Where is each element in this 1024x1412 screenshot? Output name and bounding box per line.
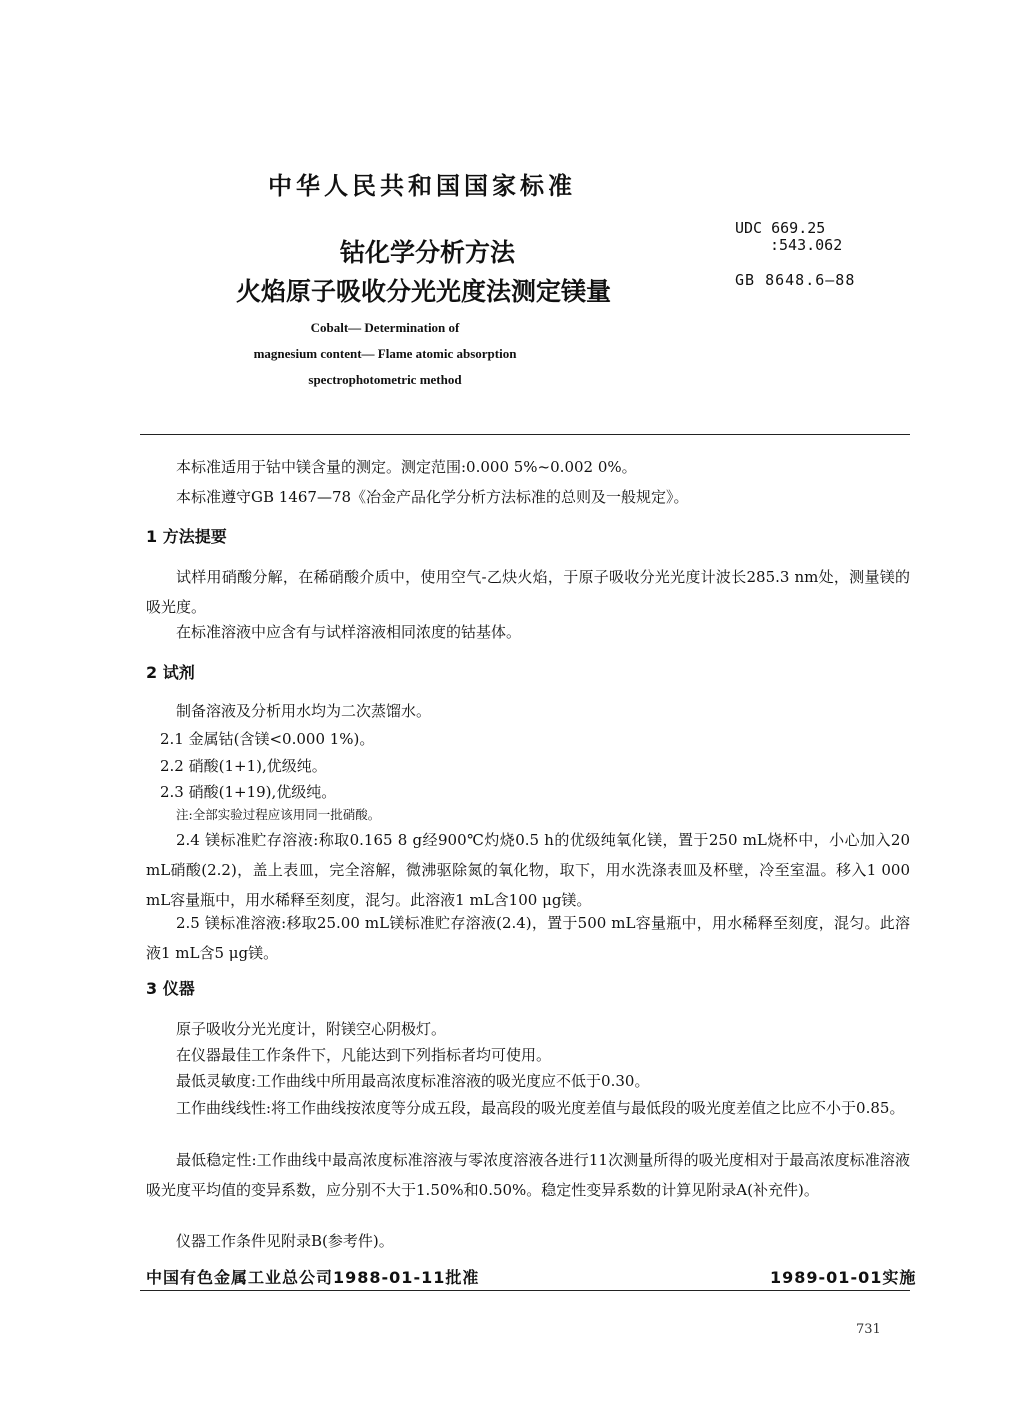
english-title-line2: magnesium content— Flame atomic absorption: [253, 346, 517, 361]
intro-scope: 本标准适用于钴中镁含量的测定。测定范围:0.000 5%~0.002 0%。: [176, 458, 637, 476]
english-title-line3: spectrophotometric method: [308, 372, 462, 387]
instrument-aas: 原子吸收分光光度计，附镁空心阴极灯。: [176, 1020, 447, 1038]
reagent-item-2-5: 2.5 镁标准溶液:移取25.00 mL镁标准贮存溶液(2.4)，置于500 mL容量瓶中，用水稀释至刻度，混匀。此溶液1 mL含5 μg镁。: [146, 914, 910, 962]
gb-number: GB 8648.6—88: [735, 271, 856, 289]
reagent-item-2-2: 2.2 硝酸(1+1),优级纯。: [160, 757, 327, 775]
instrument-stability: 最低稳定性:工作曲线中最高浓度标准溶液与零浓度溶液各进行11次测量所得的吸光度相对于最高浓度标准溶液吸光度平均值的变异系数，应分别不大于1.50%和0.50%。稳定性变异系数的计算见附录A(补充件)。: [146, 1151, 910, 1199]
reagent-item-2-3: 2.3 硝酸(1+19),优级纯。: [160, 783, 337, 801]
reagent-item-2-1: 2.1 金属钴(含镁<0.000 1%)。: [160, 730, 375, 748]
instrument-linearity: 工作曲线线性:将工作曲线按浓度等分成五段，最高段的吸光度差值与最低段的吸光度差值之比应不小于0.85。: [176, 1099, 905, 1117]
document-title-line2: 火焰原子吸收分光光度法测定镁量: [236, 277, 612, 306]
udc-number-line1: UDC 669.25: [735, 219, 826, 237]
section1-principle: 试样用硝酸分解，在稀硝酸介质中，使用空气-乙炔火焰，于原子吸收分光光度计波长285.3 nm处，测量镁的吸光度。: [146, 568, 910, 616]
implementation-date: 1989-01-01实施: [770, 1268, 917, 1287]
approval-line: 中国有色金属工业总公司1988-01-11批准: [146, 1268, 480, 1287]
reagent-water: 制备溶液及分析用水均为二次蒸馏水。: [176, 702, 432, 720]
reagent-item-2-4: 2.4 镁标准贮存溶液:称取0.165 8 g经900℃灼烧0.5 h的优级纯氧化镁，置于250 mL烧杯中，小心加入20 mL硝酸(2.2)，盖上表皿，完全溶解，微沸驱除氮的氧化物，取下，用水洗涤表皿及杯壁，冷至室温。移入1 000 mL容量瓶中，用水稀释至刻度，混匀。此溶液1 mL含100 μg镁。: [146, 831, 910, 909]
instrument-appendix-ref: 仪器工作条件见附录B(参考件)。: [176, 1232, 394, 1250]
english-title-line1: Cobalt— Determination of: [310, 320, 460, 335]
section2-heading: 2 试剂: [146, 663, 195, 682]
section1-matrix-note: 在标准溶液中应含有与试样溶液相同浓度的钴基体。: [176, 623, 522, 641]
section1-heading: 1 方法提要: [146, 527, 227, 546]
instrument-sensitivity: 最低灵敏度:工作曲线中所用最高浓度标准溶液的吸光度应不低于0.30。: [176, 1072, 650, 1090]
national-standard-title: 中华人民共和国国家标准: [268, 172, 576, 200]
section3-heading: 3 仪器: [146, 979, 195, 998]
header-divider: [140, 434, 910, 435]
page-number: 731: [856, 1322, 881, 1337]
document-title-line1: 钴化学分析方法: [340, 238, 516, 267]
intro-compliance: 本标准遵守GB 1467—78《冶金产品化学分析方法标准的总则及一般规定》。: [176, 488, 689, 506]
instrument-conditions: 在仪器最佳工作条件下，凡能达到下列指标者均可使用。: [176, 1046, 552, 1064]
reagent-note: 注:全部实验过程应该用同一批硝酸。: [176, 807, 381, 822]
udc-number-line2: :543.062: [770, 236, 843, 254]
footer-divider: [140, 1290, 910, 1291]
